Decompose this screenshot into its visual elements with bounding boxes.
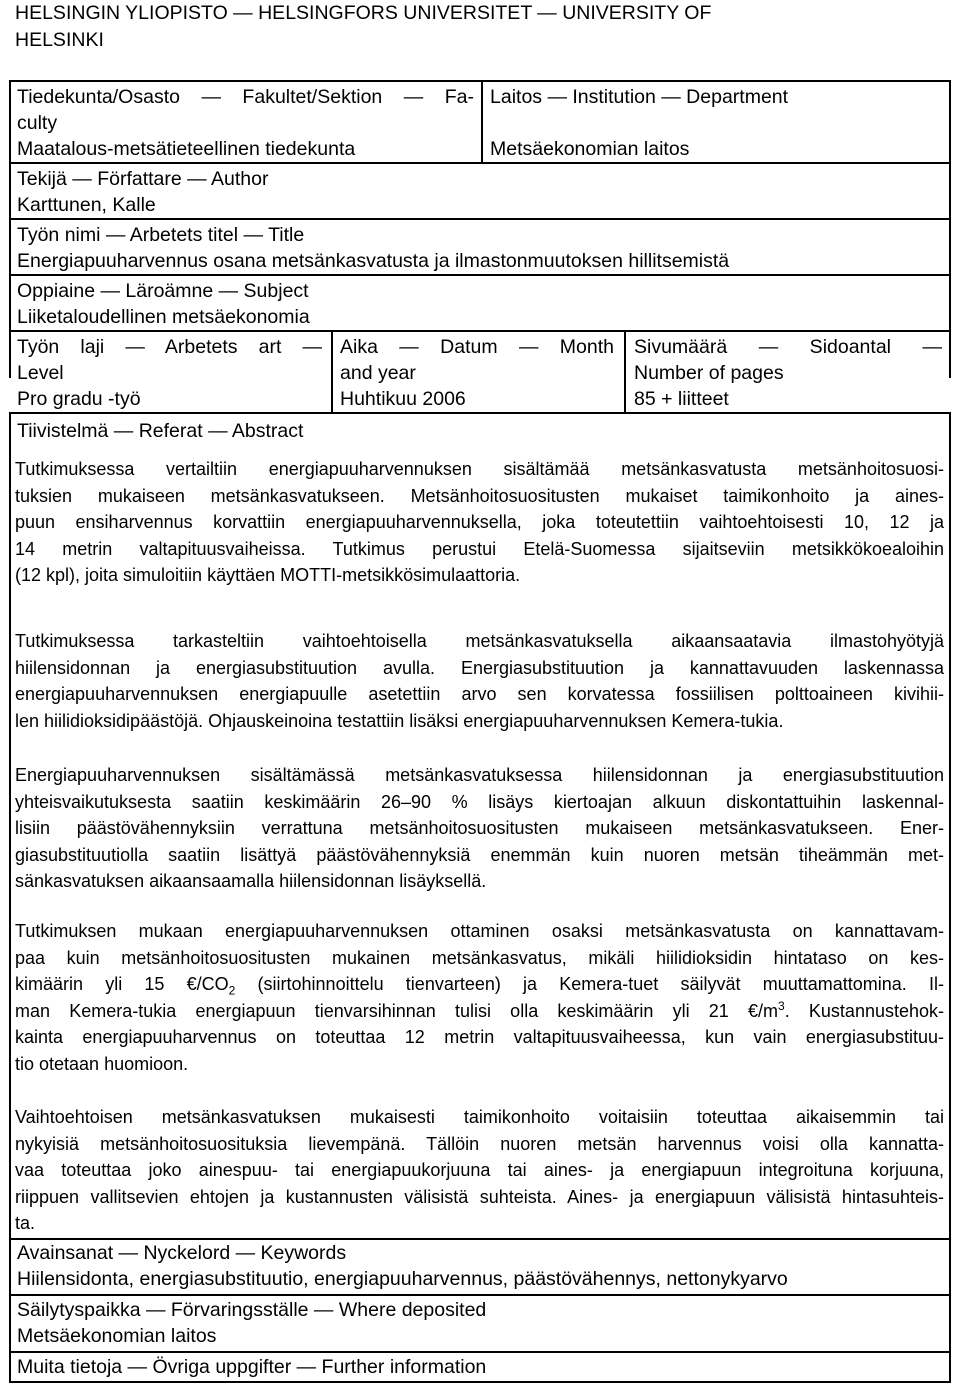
faculty-value: Maatalous-metsätieteellinen tiedekunta xyxy=(17,138,356,160)
abstract-p3-line: lisiin päästövähennyksiin verrattuna metsänhoitosuositusten mukaiseen metsänkasvatukseen. Ener- xyxy=(15,818,944,838)
divider-after-faculty xyxy=(9,162,951,164)
abstract-label: Tiivistelmä — Referat — Abstract xyxy=(17,420,304,442)
divider-after-title xyxy=(9,274,951,276)
faculty-cell xyxy=(17,84,474,162)
abstract-p5-line: vaa toteuttaa joko ainespuu- tai energiapuukorjuuna tai aines- ja energiapuun integroituna korjuuna, xyxy=(15,1160,944,1180)
department-label: Laitos — Institution — Department xyxy=(490,86,789,108)
level-label-line-1: Työn laji — Arbetets art — xyxy=(17,336,322,358)
abstract-p4-line: kainta energiapuuharvennus on toteuttaa 12 metrin valtapituusvaiheessa, kun vain energiasubstituu- xyxy=(15,1027,944,1047)
abstract-p4-line3-text: kimäärin yli 15 €/CO xyxy=(15,974,229,994)
faculty-label-line-2: culty xyxy=(17,112,58,134)
abstract-p2-line: Tutkimuksessa tarkasteltiin vaihtoehtoisella metsänkasvatuksella aikaansaatavia ilmastohyötyjä xyxy=(15,631,944,651)
subject-cell xyxy=(17,278,937,330)
abstract-p4-line: tio otetaan huomioon. xyxy=(15,1053,189,1074)
university-line-2: HELSINKI xyxy=(15,29,104,51)
abstract-p1-line: tuksien mukaiseen metsänkasvatukseen. Metsänhoitosuositusten mukaiset taimikonhoito ja aines- xyxy=(15,485,944,506)
pages-cell xyxy=(634,334,942,412)
level-label-line-2: Level xyxy=(17,362,64,384)
title-cell xyxy=(17,222,937,274)
author-cell xyxy=(17,166,937,218)
bottom-right-border xyxy=(949,1238,951,1382)
department-value: Metsäekonomian laitos xyxy=(490,138,690,160)
abstract-p4-line xyxy=(15,998,944,1025)
abstract-p3-line: Energiapuuharvennuksen sisältämässä metsänkasvatuksessa hiilensidonnan ja energiasubstituution xyxy=(15,765,944,785)
abstract-p5-line: Vaihtoehtoisen metsänkasvatuksen mukaisesti taimikonhoito voitaisiin toteuttaa aikaisemmin tai xyxy=(15,1107,944,1127)
abstract-p4-line: Tutkimuksen mukaan energiapuuharvennuksen ottaminen osaksi metsänkasvatusta on kannattavam- xyxy=(15,921,944,941)
abstract-p2-line: hiilensidonnan ja energiasubstituution avulla. Energiasubstituution ja kannattavuuden laskennassa xyxy=(15,657,944,678)
date-label-line-2: and year xyxy=(340,362,416,384)
bottom-left-border xyxy=(9,1238,11,1382)
abstract-p1-line: (12 kpl), joita simuloitiin käyttäen MOTTI-metsikkösimulaattoria. xyxy=(15,565,521,585)
university-header xyxy=(15,0,945,54)
level-date-divider xyxy=(331,330,333,412)
abstract-p2-line: energiapuuharvennuksen energiapuulle asetettiin arvo sen korvatessa fossiilisen polttoaineen kivihii- xyxy=(15,684,944,704)
deposited-label: Säilytyspaikka — Förvaringsställe — Where deposited xyxy=(17,1299,487,1321)
author-value: Karttunen, Kalle xyxy=(17,194,156,216)
divider-after-author xyxy=(9,218,951,220)
keywords-label: Avainsanat — Nyckelord — Keywords xyxy=(17,1242,347,1264)
pages-label-line-1: Sivumäärä — Sidoantal — xyxy=(634,336,942,358)
abstract-p2-line: len hiilidioksidipäästöjä. Ohjauskeinoina testattiin lisäksi energiapuuharvennuksen Kemera-tukia. xyxy=(15,710,784,731)
co2-subscript: 2 xyxy=(228,983,236,998)
level-cell xyxy=(17,334,322,412)
abstract-p3-line: giasubstituutiolla saatiin lisättyä päästövähennyksiä enemmän kuin nuoren metsän tiheämmän met- xyxy=(15,844,944,865)
abstract-left-border xyxy=(9,412,11,1238)
divider-after-level xyxy=(9,412,951,414)
abstract-p5-line: ta. xyxy=(15,1213,36,1233)
pages-value: 85 + liitteet xyxy=(634,388,729,410)
deposited-cell xyxy=(17,1297,937,1349)
keywords-value: Hiilensidonta, energiasubstituutio, energiapuuharvennus, päästövähennys, nettonykyarvo xyxy=(17,1268,788,1290)
deposited-value: Metsäekonomian laitos xyxy=(17,1325,217,1347)
divider-after-keywords xyxy=(9,1294,951,1296)
abstract-paragraph-4 xyxy=(15,918,944,1077)
faculty-label-line-1: Tiedekunta/Osasto — Fakultet/Sektion — Fa- xyxy=(17,86,474,108)
form-bottom-border xyxy=(9,1381,951,1383)
date-pages-divider xyxy=(624,330,626,412)
abstract-p4-line: paa kuin metsänhoitosuositusten mukainen metsänkasvatus, mikäli hiilidioksidin hintataso on kes- xyxy=(15,947,944,968)
abstract-p5-line: riippuen vallitsevien ehtojen ja kustannusten välisistä suhteista. Aines- ja energiapuun välisistä hintasuhteis- xyxy=(15,1186,944,1207)
abstract-p4-line4-text: man Kemera-tukia energiapuun tienvarsihinnan tulisi olla keskimäärin yli 21 €/m xyxy=(15,1000,779,1021)
university-line-1: HELSINGIN YLIOPISTO — HELSINGFORS UNIVERSITET — UNIVERSITY OF xyxy=(15,2,712,24)
abstract-p4-line4-text: . Kustannustehok- xyxy=(784,1000,944,1021)
pages-label-line-2: Number of pages xyxy=(634,362,784,384)
subject-value: Liiketaloudellinen metsäekonomia xyxy=(17,306,310,328)
abstract-paragraph-1 xyxy=(15,456,944,589)
abstract-p3-line: sänkasvatuksen aikaansaamalla hiilensidonnan lisäyksellä. xyxy=(15,871,487,891)
form-right-border xyxy=(949,80,951,378)
abstract-p3-line: yhteisvaikutuksesta saatiin keskimäärin 26–90 % lisäys kiertoajan alkuun diskontattuihin laskennal- xyxy=(15,791,944,812)
divider-after-subject xyxy=(9,330,951,332)
abstract-paragraph-3 xyxy=(15,762,944,895)
abstract-p5-line: nykyisiä metsänhoitosuosituksia lievempänä. Tällöin nuoren metsän harvennus voisi olla kannatta- xyxy=(15,1133,944,1154)
date-label-line-1: Aika — Datum — Month xyxy=(340,336,614,358)
form-top-border xyxy=(9,80,951,82)
keywords-cell xyxy=(17,1240,937,1292)
further-info-label: Muita tietoja — Övriga uppgifter — Further information xyxy=(17,1356,487,1378)
abstract-paragraph-5 xyxy=(15,1104,944,1237)
faculty-department-divider xyxy=(481,80,483,162)
department-cell xyxy=(490,84,940,162)
cubic-superscript: 3 xyxy=(778,998,785,1013)
abstract-p4-line3-text: (siirtohinnoittelu tienvarteen) ja Kemera-tuet säilyvät muuttamattomina. Il- xyxy=(235,974,944,994)
abstract-paragraph-2 xyxy=(15,628,944,734)
abstract-p1-line: Tutkimuksessa vertailtiin energiapuuharvennuksen sisältämää metsänkasvatusta metsänhoitosuosi- xyxy=(15,459,944,479)
date-value: Huhtikuu 2006 xyxy=(340,388,466,410)
subject-label: Oppiaine — Läroämne — Subject xyxy=(17,280,309,302)
abstract-p1-line: 14 metrin valtapituusvaiheissa. Tutkimus perustui Etelä-Suomessa sijaitseviin metsikkökoealoihin xyxy=(15,538,944,559)
abstract-p1-line: puun ensiharvennus korvattiin energiapuuharvennuksella, joka toteutettiin vaihtoehtoisesti 10, 12 ja xyxy=(15,512,944,532)
abstract-right-border xyxy=(949,412,951,1238)
title-value: Energiapuuharvennus osana metsänkasvatusta ja ilmastonmuutoksen hillitsemistä xyxy=(17,250,730,272)
form-left-border xyxy=(9,80,11,378)
divider-after-deposited xyxy=(9,1351,951,1353)
date-cell xyxy=(340,334,614,412)
abstract-p4-line xyxy=(15,971,944,998)
title-label: Työn nimi — Arbetets titel — Title xyxy=(17,224,305,246)
author-label: Tekijä — Författare — Author xyxy=(17,168,269,190)
level-value: Pro gradu -työ xyxy=(17,388,141,410)
